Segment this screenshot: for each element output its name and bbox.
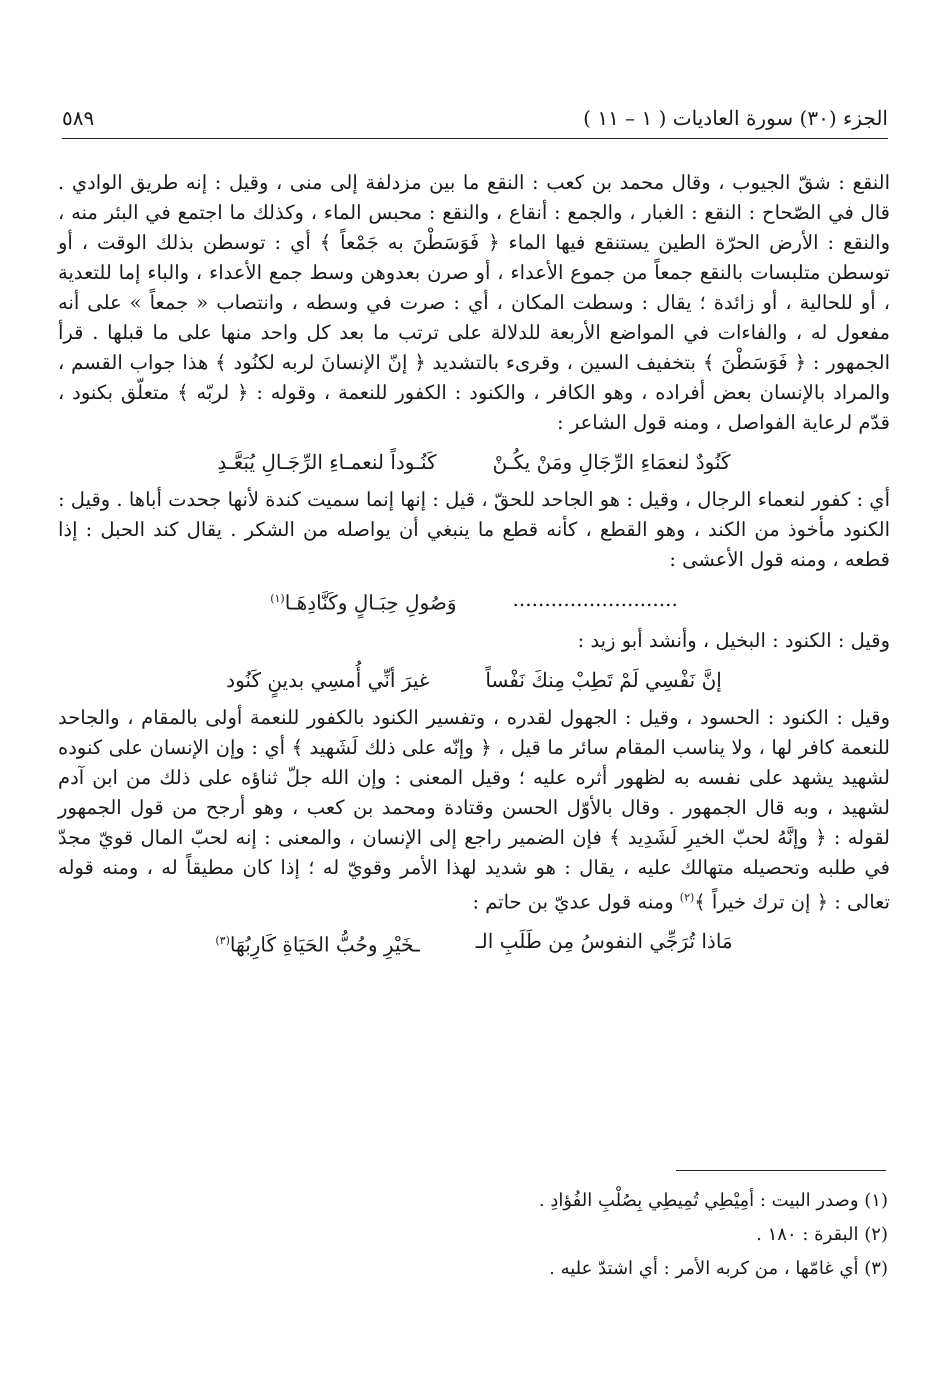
page-number: ٥٨٩ [62, 106, 95, 130]
footnote [62, 1218, 888, 1252]
footnote-rule [676, 1170, 886, 1171]
verse-text: وَصُولِ حِبَـالٍ وكَنَّادِهَـا [284, 590, 457, 615]
footnote-marker: (١) [270, 592, 285, 605]
footnotes [62, 1184, 888, 1286]
footnote-number: (٣) [864, 1258, 888, 1279]
poetry-verse [58, 584, 890, 618]
paragraph-text: وقيل : الكنود : الحسود ، وقيل : الجهول لقدره ، وتفسير الكنود بالكفور للنعمة أولى بالمقام ، والجاحد للنعمة كافر لها ، ولا يناسب المقام سائر ما قيل ، ﴿ وإنّه على ذلك لَشَهيد ﴾ أي : وإن الإنسان على كنوده لشهيد يشهد على نفسه به لظهور أثره عليه ؛ وقيل المعنى : وإن الله جلّ ثناؤه على ذلك من ابن آدم لشهيد ، وبه قال الجمهور . وقال بالأوّل الحسن وقتادة ومحمد بن كعب ، وهو أرجح من قول الجمهور لقوله : ﴿ وإنَّهُ لحبّ الخيرِ لَشَدِيد ﴾ فإن الضمير راجع إلى الإنسان ، والمعنى : إنه لحبّ المال قويّ مجدّ في طلبه وتحصيله متهالك عليه ، يقال : هو شديد لهذا الأمر وقويّ له ؛ إذا كان مطيقاً له ، ومنه قوله تعالى : ﴿ إن ترك خيراً ﴾ [58, 705, 890, 914]
paragraph: وقيل : الكنود : البخيل ، وأنشد أبو زيد : [577, 628, 890, 652]
verse-hemistich-right: .......................... [512, 587, 678, 611]
footnote-marker: (٣) [215, 934, 230, 948]
footnote [62, 1184, 888, 1218]
running-title: الجزء (٣٠) سورة العاديات ( ١ – ١١ ) [583, 106, 888, 130]
verse-hemistich-left [215, 926, 419, 960]
footnote-number: (١) [864, 1190, 888, 1211]
paragraph-text-tail: ومنه قول عديّ بن حاتم : [472, 890, 680, 914]
footnote-text: البقرة : ١٨٠ . [756, 1224, 859, 1245]
paragraph [58, 703, 890, 918]
verse-hemistich-right: كَنُودٌ لنعمَاءِ الرِّجَالِ ومَنْ يكُـنْ [492, 450, 731, 474]
verse-hemistich-left: غيرَ أنِّي أُمسِي بدينٍ كَنُود [226, 667, 430, 692]
header-rule [62, 138, 888, 139]
page-header [62, 96, 888, 136]
footnote-marker: (٢) [679, 890, 695, 904]
main-text [58, 168, 890, 968]
footnote-number: (٢) [864, 1224, 888, 1245]
verse-hemistich-left [270, 584, 456, 618]
paragraph: أي : كفور لنعماء الرجال ، وقيل : هو الجاحد للحقّ ، قيل : إنها إنما سميت كندة لأنها جحدت أباها . وقيل : الكنود مأخوذ من الكند ، وهو القطع ، كأنه قطع ما ينبغي أن يواصله من الشكر . يقال كند الحبل : إذا قطعه ، ومنه قول الأعشى : [58, 488, 890, 571]
paragraph: النقع : شقّ الجيوب ، وقال محمد بن كعب : النقع ما بين مزدلفة إلى منى ، وقيل : إنه طريق الوادي . قال في الصّحاح : النقع : الغبار ، والجمع : أنقاع ، والنقع : محبس الماء ، وكذلك ما اجتمع في البئر منه ، والنقع : الأرض الحرّة الطين يستنقع فيها الماء ﴿ فَوَسَطْنَ به جَمْعاً ﴾ أي : توسطن بذلك الوقت ، أو توسطن متلبسات بالنقع جمعاً من جموع الأعداء ، أو صرن بعدوهن وسط جمع الأعداء ، والباء إما للتعدية ، أو للحالية ، أو زائدة ؛ يقال : وسطت المكان ، أي : صرت في وسطه ، وانتصاب « جمعاً » على أنه مفعول له ، والفاءات في المواضع الأربعة للدلالة على ترتب ما بعد كل واحد منها على ما قبلها . قرأ الجمهور : ﴿ فَوَسَطْنَ ﴾ بتخفيف السين ، وقرىء بالتشديد ﴿ إنّ الإنسانَ لربه لكنُود ﴾ هذا جواب القسم ، والمراد بالإنسان بعض أفراده ، وهو الكافر ، والكنود : الكفور للنعمة ، وقوله : ﴿ لربّه ﴾ متعلّق بكنود ، قدّم لرعاية الفواصل ، ومنه قول الشاعر : [58, 171, 890, 434]
verse-hemistich-left: كَنُـوداً لنعمـاءِ الرِّجَـالِ يُبَعَّـدِ [217, 450, 437, 474]
verse-text: ـخَيْرِ وحُبُّ الحَيَاةِ كَارِبُهَا [229, 932, 420, 957]
poetry-verse [58, 447, 890, 477]
poetry-verse [58, 665, 890, 695]
footnote-text: أي غامّها ، من كربه الأمر : أي اشتدّ عليه . [549, 1258, 859, 1279]
footnote-text: وصدر البيت : أمِيْطِي تُمِيطِي بِصُلْبِ الفُؤادِ . [538, 1190, 859, 1211]
verse-hemistich-right: إنَّ نَفْسِي لَمْ تَطِبْ مِنكَ نَفْساً [485, 667, 722, 692]
footnote [62, 1252, 888, 1286]
verse-hemistich-right: مَاذا تُرَجِّي النفوسُ مِن طَلَبِ الـ [475, 929, 733, 954]
poetry-verse [58, 926, 890, 960]
